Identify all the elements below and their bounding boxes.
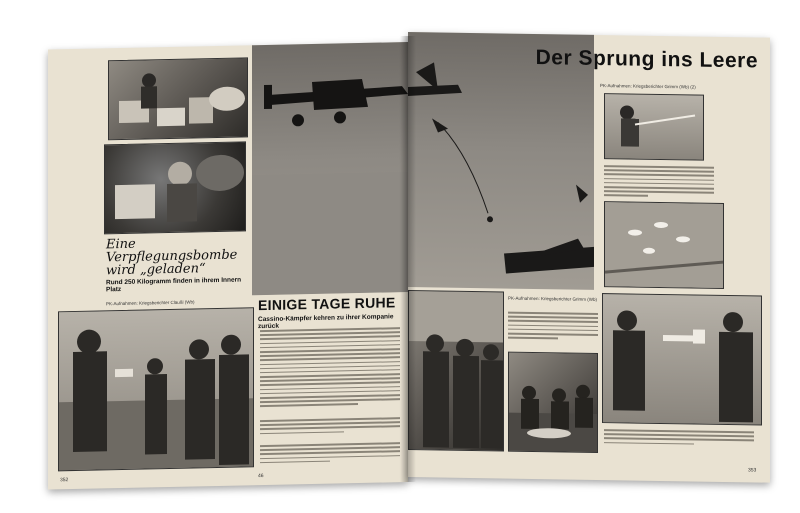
meal-photo xyxy=(508,352,598,453)
airplane-photo xyxy=(252,42,408,295)
page-number-left: 352 xyxy=(60,477,69,484)
center-mark: 46 xyxy=(258,473,264,480)
headline-einige-tage-ruhe: EINIGE TAGE RUHE xyxy=(258,294,396,314)
left-page xyxy=(48,42,408,490)
supplies-photo xyxy=(108,57,248,140)
headline-sprung: Der Sprung ins Leere xyxy=(535,46,758,73)
subheadline-cassino: Cassino-Kämpfer kehren zu ihrer Kompanie zurück xyxy=(258,313,394,331)
article-header-right xyxy=(518,46,758,74)
photo-credit-left: PK-Aufnahmen: Kriegsberichter Claußl (Wb) xyxy=(106,299,195,307)
middle-caption-right xyxy=(508,312,598,343)
bomb-caption-sub: Rund 250 Kilogramm finden in ihrem Innern Platz xyxy=(106,276,242,294)
bottom-caption-right xyxy=(604,429,754,448)
article-body-left-3 xyxy=(260,442,400,466)
parachute-photo xyxy=(408,32,594,290)
bomb-caption xyxy=(106,235,246,306)
article-header-left xyxy=(258,294,408,330)
page-number-right: 353 xyxy=(748,467,757,474)
article-body-left xyxy=(260,327,400,409)
spine-gutter xyxy=(400,36,416,482)
jumper-caption xyxy=(604,165,714,200)
soldiers-photo xyxy=(58,307,254,471)
returning-soldiers-photo xyxy=(408,290,504,452)
bomb-loading-photo xyxy=(104,141,246,234)
drinking-photo xyxy=(602,293,762,426)
magazine-spread xyxy=(40,22,775,487)
photo-credit-right-top: PK-Aufnahmen: Kriegsberichter Grimm (Wb) (2) xyxy=(600,83,696,90)
right-page xyxy=(408,32,770,483)
bomb-caption-title: Eine Verpflegungsbombe wird „geladen“ xyxy=(106,236,238,279)
article-body-left-2 xyxy=(260,417,400,437)
aerial-parachutes-photo xyxy=(604,201,724,289)
photo-credit-right-bottom: PK-Aufnahmen: Kriegsberichter Grimm (Wb) xyxy=(508,295,598,302)
jumper-photo xyxy=(604,93,704,161)
